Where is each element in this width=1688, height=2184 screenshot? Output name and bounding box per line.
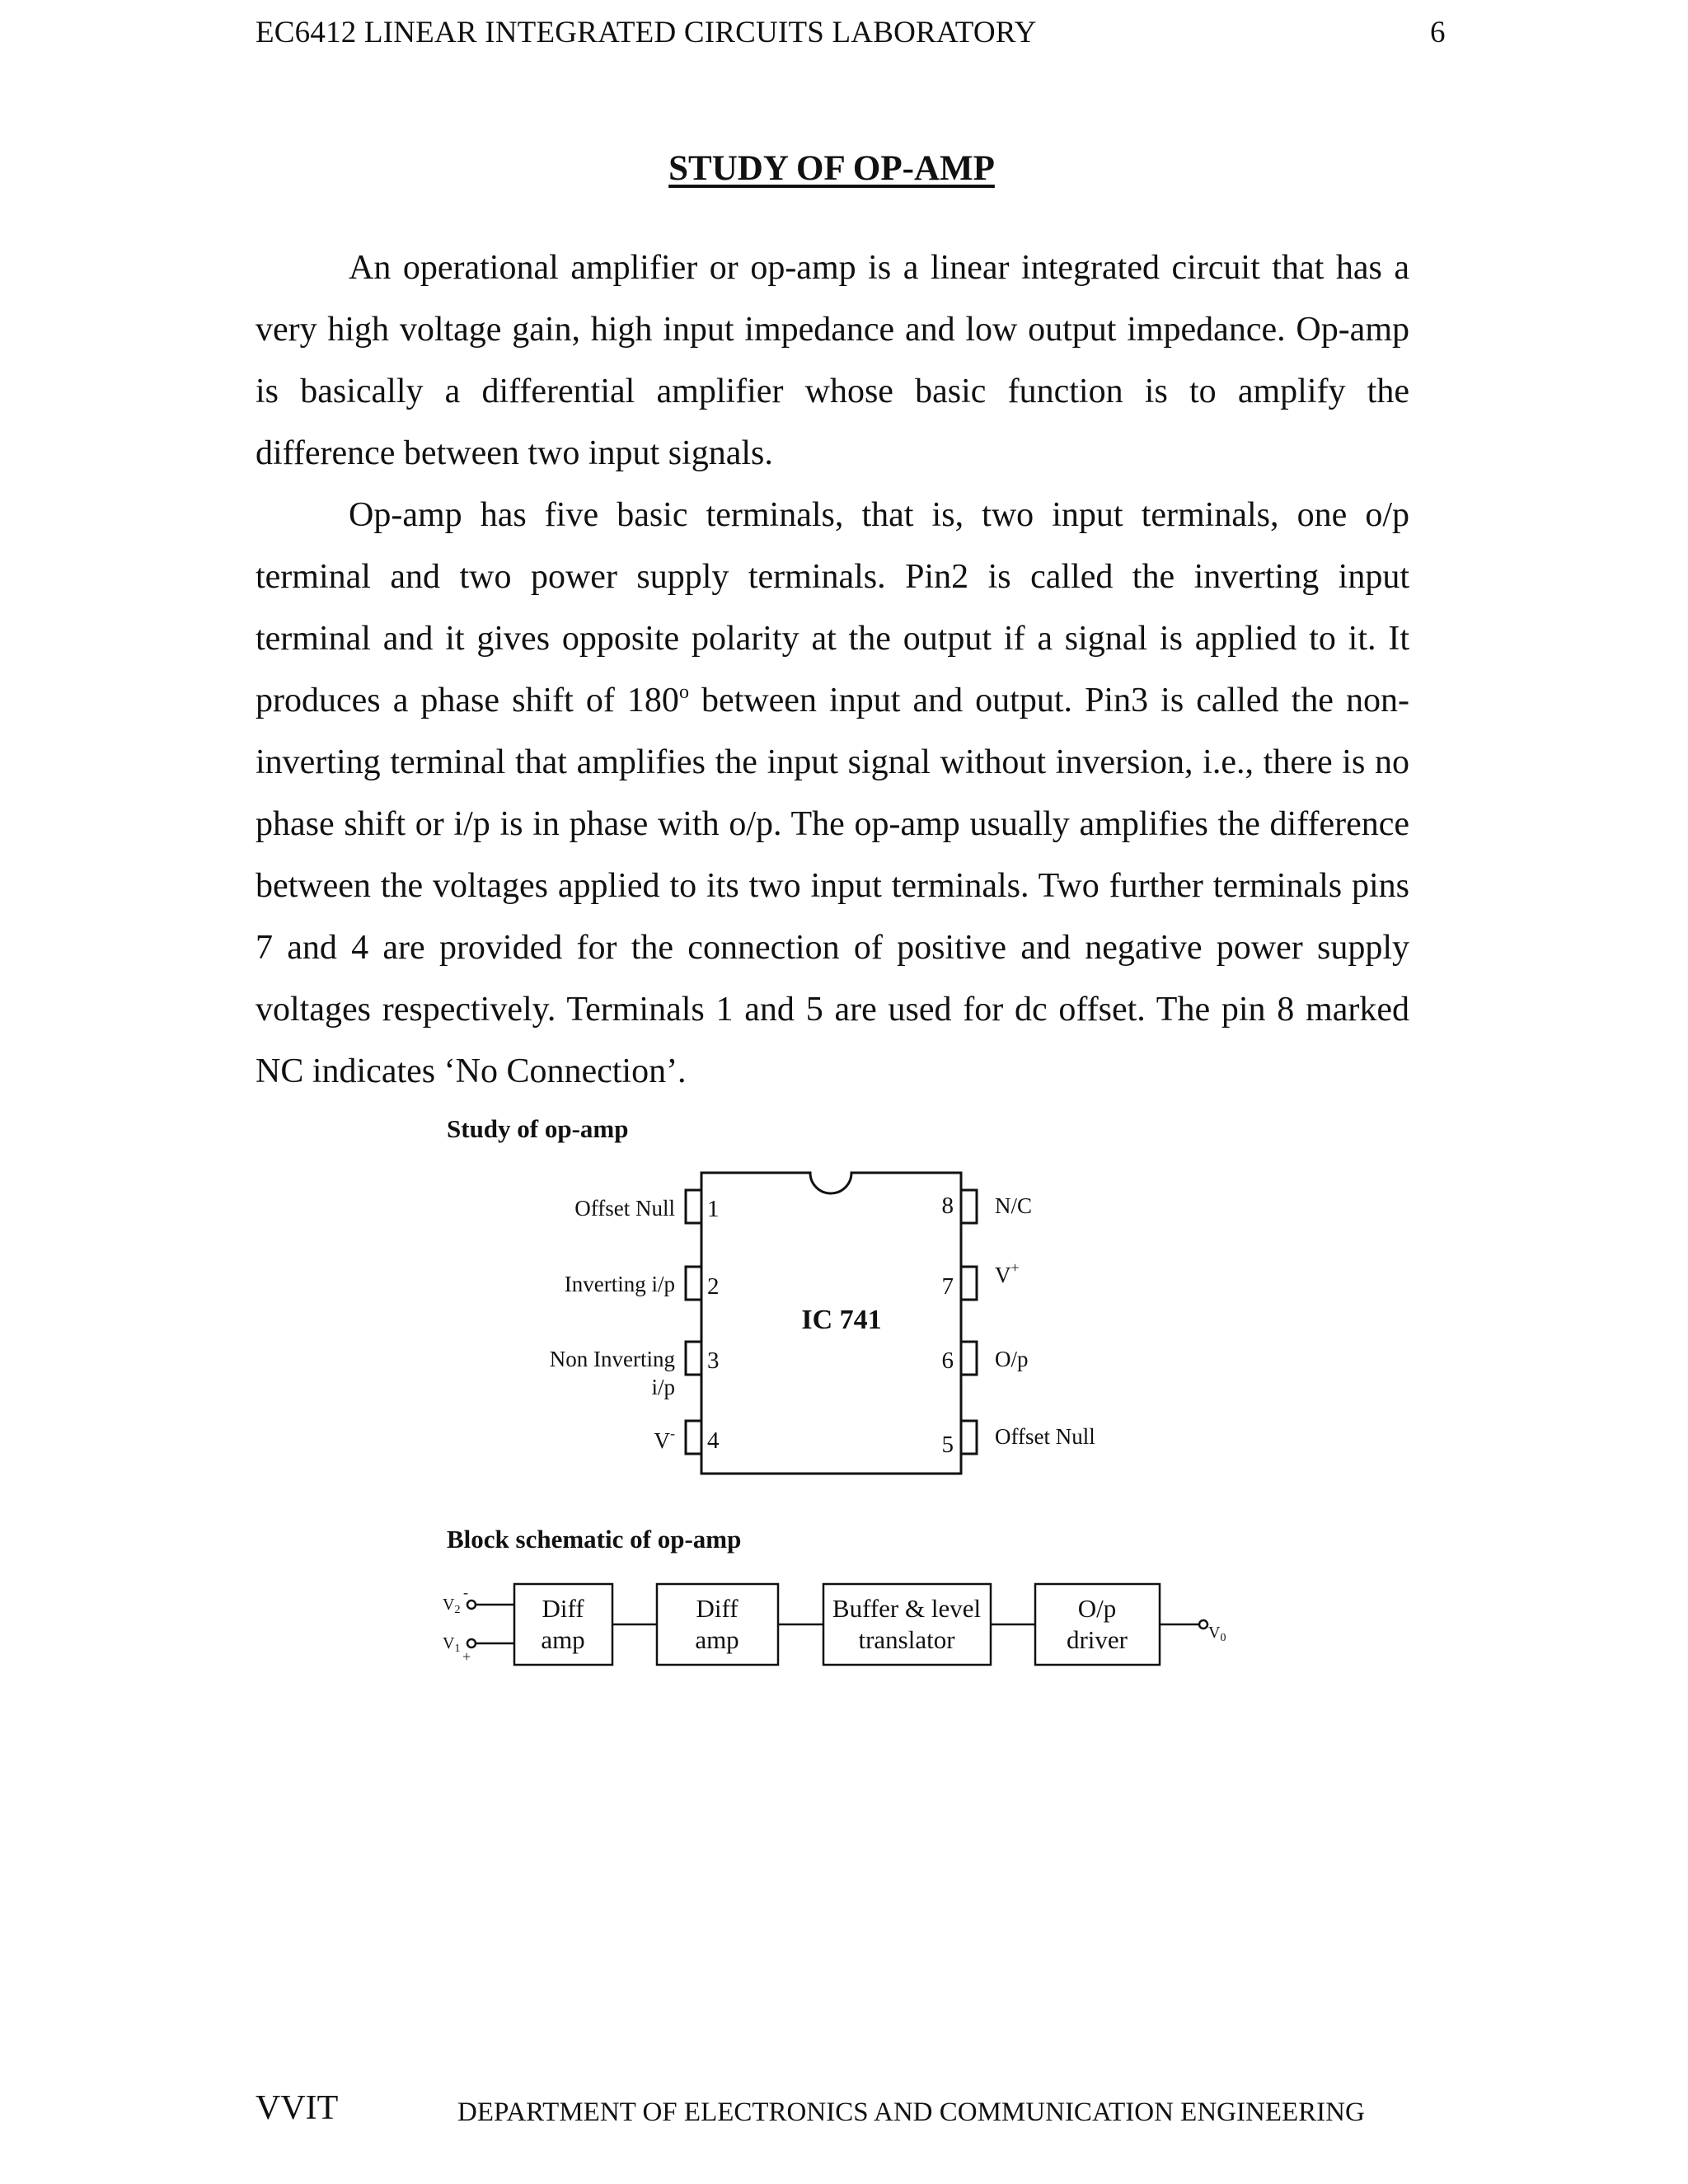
pin-1-name: Offset Null	[574, 1196, 675, 1221]
header-lab-title: EC6412 LINEAR INTEGRATED CIRCUITS LABORATORY	[256, 16, 1037, 49]
chip-label: IC 741	[801, 1305, 882, 1335]
pin-2-name: Inverting i/p	[564, 1272, 675, 1296]
pin-2	[686, 1267, 701, 1300]
pin-3-name-line1: Non Inverting	[549, 1347, 675, 1371]
block-2-line1: Diff	[696, 1594, 738, 1623]
pin-number-1: 1	[707, 1196, 720, 1222]
page-title: STUDY OF OP-AMP	[668, 149, 995, 188]
pin-3-name-line2: i/p	[651, 1375, 675, 1399]
pin-number-7: 7	[941, 1273, 954, 1300]
output-v0-label: $V_0$	[1208, 1624, 1226, 1644]
pin-number-3: 3	[707, 1347, 720, 1374]
pin-5	[961, 1421, 977, 1454]
input-v1-label: $V_1$	[443, 1634, 461, 1655]
block-schematic-caption: Block schematic of op-amp	[447, 1525, 742, 1554]
block-3-line2: translator	[858, 1625, 955, 1654]
pin-8	[961, 1190, 977, 1223]
footer-institute: VVIT	[256, 2089, 339, 2127]
pin-3	[686, 1342, 701, 1375]
block-4-line2: driver	[1066, 1625, 1128, 1654]
pin-number-2: 2	[707, 1273, 720, 1300]
block-1-line1: Diff	[542, 1594, 584, 1623]
pinout-caption: Study of op-amp	[447, 1114, 629, 1143]
paragraph-1: An operational amplifier or op-amp is a linear integrated circuit that has a very high voltage gain, high input impedance and low output impedance. Op-amp is basically a differential amplifier whose basic function is to amplify the difference between two input signals.	[256, 249, 1409, 472]
pin-5-name: Offset Null	[995, 1424, 1095, 1449]
pin-number-5: 5	[941, 1432, 954, 1458]
pin-6-name: O/p	[995, 1347, 1029, 1371]
input-v2-label: $V_2$	[443, 1596, 461, 1616]
block-1-line2: amp	[541, 1625, 585, 1654]
pin-8-name: N/C	[995, 1193, 1033, 1218]
pin-1	[686, 1190, 701, 1223]
pin-number-6: 6	[941, 1347, 954, 1374]
pin-7-name: V+	[995, 1259, 1020, 1287]
output-terminal	[1199, 1620, 1207, 1629]
pin-number-8: 8	[941, 1193, 954, 1219]
pin-4	[686, 1421, 701, 1454]
pin-number-4: 4	[707, 1427, 720, 1454]
page-number: 6	[1430, 16, 1446, 49]
pin-7	[961, 1267, 977, 1300]
input-v2-terminal	[467, 1601, 476, 1609]
footer-department: DEPARTMENT OF ELECTRONICS AND COMMUNICATION ENGINEERING	[457, 2097, 1365, 2127]
block-2-line2: amp	[695, 1625, 739, 1654]
pin-4-name: V-	[654, 1425, 675, 1453]
paragraph-2-part-a: Op-amp has five basic terminals, that is, two input terminals, one o/p terminal and two power supply terminals. Pin2 is called the inverting input terminal and it gives opposite polarity at the output if a signal is applied to it. It produces a phase shift of 180	[256, 496, 1409, 719]
pin-6	[961, 1342, 977, 1375]
input-v1-terminal	[467, 1639, 476, 1647]
input-v2-sign: -	[463, 1584, 468, 1601]
paragraph-2-part-b: between input and output. Pin3 is called the non-inverting terminal that amplifies the input signal without inversion, i.e., there is no phase shift or i/p is in phase with o/p. The op-amp usually amplifies the difference between the voltages applied to its two input terminals. Two further terminals pins 7 and 4 are provided for the connection of positive and negative power supply voltages respectively. Terminals 1 and 5 are used for dc offset. The pin 8 marked NC indicates ‘No Connection’.	[256, 682, 1409, 1090]
degree-superscript: o	[678, 682, 689, 703]
block-3-line1: Buffer & level	[832, 1594, 982, 1623]
input-v1-sign: +	[462, 1648, 471, 1665]
block-4-line1: O/p	[1077, 1594, 1117, 1623]
